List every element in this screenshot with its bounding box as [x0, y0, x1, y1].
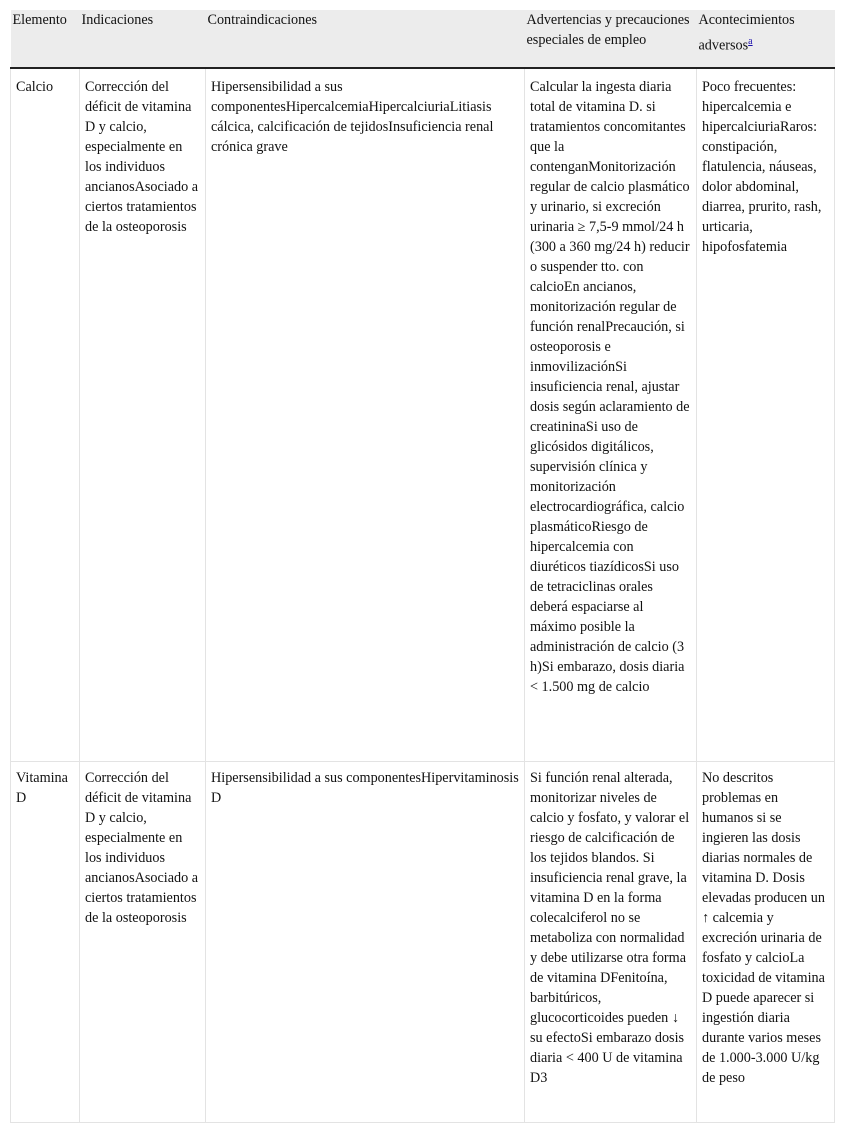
table-row [11, 762, 835, 1123]
header-contraindications: Contraindicaciones [206, 10, 525, 68]
data-table [10, 10, 835, 1123]
cell-adverse-events: No descritos problemas en humanos si se ingieren las dosis diarias normales de vitamina D. Dosis elevadas producen un ↑ calcemia y excreción urinaria de fosfato y calcioLa toxicidad de vitamina D puede aparecer si ingestión diaria durante varios meses de 1.000-3.000 U/kg de peso [697, 762, 835, 1123]
table-row [11, 68, 835, 762]
header-row [11, 10, 835, 68]
cell-contraindications: Hipersensibilidad a sus componentesHipercalcemiaHipercalciuriaLitiasis cálcica, calcificación de tejidosInsuficiencia renal crónica grave [206, 68, 525, 762]
cell-element: Calcio [11, 68, 80, 762]
cell-indications: Corrección del déficit de vitamina D y calcio, especialmente en los individuos ancianosAsociado a ciertos tratamientos de la osteoporosis [80, 68, 206, 762]
cell-warnings: Calcular la ingesta diaria total de vitamina D. si tratamientos concomitantes que la contenganMonitorización regular de calcio plasmático y urinario, si excreción urinaria ≥ 7,5-9 mmol/24 h (300 a 360 mg/24 h) reducir o suspender tto. con calcioEn ancianos, monitorización regular de función renalPrecaución, si osteoporosis e inmovilizaciónSi insuficiencia renal, ajustar dosis según aclaramiento de creatininaSi uso de glicósidos digitálicos, supervisión clínica y monitorización electrocardiográfica, calcio plasmáticoRiesgo de hipercalcemia con diuréticos tiazídicosSi uso de tetraciclinas orales deberá espaciarse al máximo posible la administración de calcio (3 h)Si embarazo, dosis diaria < 1.500 mg de calcio [525, 68, 697, 762]
cell-adverse-events: Poco frecuentes: hipercalcemia e hipercalciuriaRaros: constipación, flatulencia, náuseas, dolor abdominal, diarrea, prurito, rash, urticaria, hipofosfatemia [697, 68, 835, 762]
cell-contraindications: Hipersensibilidad a sus componentesHipervitaminosis D [206, 762, 525, 1123]
header-adverse-events [697, 10, 835, 68]
header-adverse-label: Acontecimientos adversos [698, 12, 795, 54]
header-element: Elemento [11, 10, 80, 68]
header-indications: Indicaciones [80, 10, 206, 68]
cell-warnings: Si función renal alterada, monitorizar niveles de calcio y fosfato, y valorar el riesgo de calcificación de los tejidos blandos. Si insuficiencia renal grave, la vitamina D en la forma colecalciferol no se metaboliza con normalidad y debe utilizarse otra forma de vitamina DFenitoína, barbitúricos, glucocorticoides pueden ↓ su efectoSi embarazo dosis diaria < 400 U de vitamina D3 [525, 762, 697, 1123]
data-table-container [10, 10, 834, 1123]
cell-indications: Corrección del déficit de vitamina D y calcio, especialmente en los individuos ancianosAsociado a ciertos tratamientos de la osteoporosis [80, 762, 206, 1123]
footnote-link[interactable]: a [748, 36, 753, 47]
cell-element: Vitamina D [11, 762, 80, 1123]
header-warnings: Advertencias y precauciones especiales de empleo [525, 10, 697, 68]
